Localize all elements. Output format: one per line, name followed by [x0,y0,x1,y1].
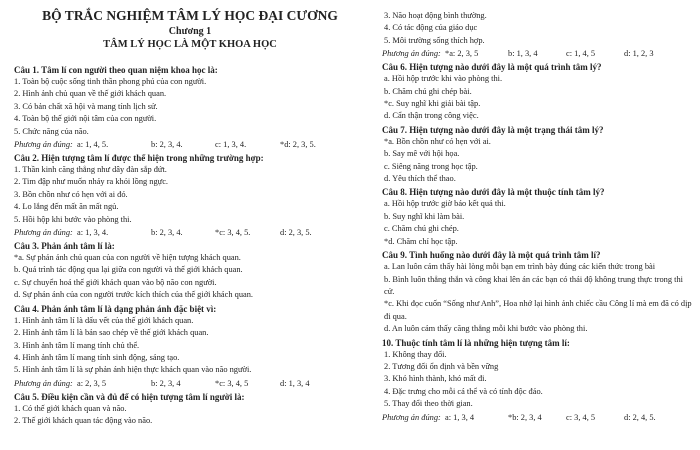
answer-option: 4. Đặc trưng cho mỗi cá thể và có tính độc đáo. [384,386,543,396]
chapter-label: Chương 1 [168,26,212,37]
answer-option: 3. Hình ảnh tâm lí mang tính chủ thể. [14,340,140,350]
question-heading: Câu 9. Tình huống nào dưới đây là một quá trình tâm lí? [382,250,601,261]
answer-option: 4. Có tác động của giáo dục [384,23,478,33]
answer-option: 1. Có thế giới khách quan và não. [14,403,127,413]
question-heading: Câu 4. Phản ánh tâm lí là dạng phản ánh đặc biệt vì: [14,303,217,314]
answer-option: 4. Hình ảnh tâm lí mang tính sinh động, sáng tạo. [14,352,180,362]
answer-choice: d: 1, 3, 4 [280,378,310,388]
answer-choice: c: 1, 4, 5 [566,49,596,59]
answer-choice: d: 2, 4, 5. [624,412,656,422]
answer-option: 5. Thay đổi theo thời gian. [384,399,473,409]
question-heading: Câu 5. Điều kiện cần và đủ để có hiện tượng tâm lí người là: [14,391,245,402]
answer-option: 1. Thần kinh căng thẳng như dây đàn sắp đứt. [14,165,167,175]
question-heading: Câu 2. Hiện tượng tâm lí được thể hiện trong những trường hợp: [14,153,264,164]
answer-choice: c: 3, 4, 5 [566,412,596,422]
answer-option: 2. Tương đối ổn định và bền vững [384,361,499,371]
answer-option: *c. Suy nghĩ khi giải bài tập. [384,99,481,109]
answer-key-label: Phương án đúng: [14,228,73,238]
answer-choice: *c: 3, 4, 5 [215,378,249,388]
answer-choice: c: 1, 3, 4. [215,140,247,150]
answer-option: a. Lan luôn cảm thấy hài lòng mỗi bạn em trình bày đúng các kiến thức trong bài [384,262,656,272]
answer-choice: a: 2, 3, 5 [77,378,107,388]
answer-key-label: Phương án đúng: [382,49,441,59]
answer-key-row [14,226,366,239]
answer-option: 5. Chức năng của não. [14,126,89,136]
answer-option: *c. Khi đọc cuốn “Sống như Anh”, Hoa nhớ lại hình ảnh chiếc cầu Công lí mà em đã có dịp đi qua. [384,299,692,321]
answer-choice: *b: 2, 3, 4 [508,412,542,422]
question-heading: Câu 8. Hiện tượng nào dưới đây là một thuộc tính tâm lý? [382,187,605,198]
question-heading: Câu 7. Hiện tượng nào dưới đây là một trạng thái tâm lý? [382,124,604,135]
left-column [14,0,366,428]
answer-option: 2. Hình ảnh chủ quan về thế giới khách quan. [14,89,167,99]
answer-choice: b: 2, 3, 4. [151,228,183,238]
answer-key-row [14,138,366,151]
answer-option: 5. Hình ảnh tâm lí là sự phản ánh hiện thực khách quan vào não người. [14,365,252,375]
question-heading: Câu 6. Hiện tượng nào dưới đây là một quá trình tâm lý? [382,62,602,73]
answer-option: 1. Toàn bộ cuộc sống tinh thần phong phú của con người. [14,77,207,86]
answer-choice: b: 2, 3, 4. [151,140,183,150]
answer-option: 2. Hình ảnh tâm lí là bản sao chép về thế giới khách quan. [14,328,209,338]
answer-choice: a: 1, 4, 5. [77,140,109,150]
answer-option: d. Yêu thích thể thao. [384,174,456,184]
answer-choice: b: 1, 3, 4 [508,49,538,59]
answer-option: d. Sự phản ánh của con người trước kích thích của thế giới khách quan. [14,290,254,300]
answer-key-row [380,411,692,424]
answer-option: 5. Hồi hộp khi bước vào phòng thi. [14,214,132,224]
answer-option: 3. Có bản chất xã hội và mang tính lịch sử. [14,101,158,111]
answer-option: c. Siêng năng trong học tập. [384,161,478,171]
answer-option: 1. Hình ảnh tâm lí là dấu vết của thế giới khách quan. [14,315,194,325]
answer-choice: *c: 3, 4, 5. [215,228,251,238]
answer-key-row [14,377,366,390]
answer-choice: d: 1, 2, 3 [624,49,654,59]
answer-option: *a. Sự phản ánh chủ quan của con người về hiện tượng khách quan. [14,253,241,263]
answer-key-row [380,47,692,60]
answer-option: *a. Bồn chồn như có hẹn với ai. [384,136,491,146]
answer-choice: a: 1, 3, 4. [77,228,109,238]
answer-option: 2. Thế giới khách quan tác động vào não. [14,416,153,426]
answer-option: 3. Bồn chồn như có hẹn với ai đó. [14,189,128,199]
chapter-subtitle: TÂM LÝ HỌC LÀ MỘT KHOA HỌC [103,39,277,50]
right-column [380,0,692,424]
answer-option: 5. Môi trường sống thích hợp. [384,35,485,45]
question-heading: Câu 3. Phản ánh tâm lí là: [14,241,115,252]
answer-option: b. Bình luôn thẳng thắn và công khai lên án các bạn có thái độ không trung thực trong thi cử. [384,274,683,296]
answer-option: b. Chăm chú ghi chép bài. [384,86,472,96]
answer-choice: *d: 2, 3, 5. [280,140,316,150]
answer-option: 1. Không thay đổi. [384,349,447,359]
answer-option: 4. Toàn bộ thế giới nội tâm của con người. [14,114,157,124]
answer-option: a. Hồi hộp trước giờ báo kết quả thi. [384,199,506,209]
answer-option: 3. Khó hình thành, khó mất đi. [384,374,487,384]
answer-choice: b: 2, 3, 4 [151,378,181,388]
answer-option: b. Say mê với hội họa. [384,149,460,159]
answer-choice: *a: 2, 3, 5 [445,49,479,59]
answer-option: b. Suy nghĩ khi làm bài. [384,211,465,221]
answer-option: d. An luôn cảm thấy căng thẳng mỗi khi bước vào phòng thi. [384,324,588,334]
answer-option: a. Hồi hộp trước khi vào phòng thi. [384,74,503,84]
answer-choice: a: 1, 3, 4 [445,412,475,422]
answer-option: c. Chăm chú ghi chép. [384,224,459,234]
answer-option: c. Sự chuyển hoá thế giới khách quan vào bộ não con người. [14,277,217,287]
answer-choice: d: 2, 3, 5. [280,228,312,238]
answer-option: *d. Chăm chỉ học tập. [384,236,458,246]
answer-option: 2. Tim đập như muốn nhảy ra khỏi lồng ngực. [14,177,169,187]
answer-key-label: Phương án đúng: [382,412,441,422]
answer-option: 3. Não hoạt động bình thường. [384,11,487,20]
document-title: BỘ TRẮC NGHIỆM TÂM LÝ HỌC ĐẠI CƯƠNG [42,8,338,23]
answer-option: d. Cẩn thận trong công việc. [384,111,479,121]
answer-key-label: Phương án đúng: [14,140,73,150]
answer-option: 4. Lo lắng đến mất ăn mất ngủ. [14,202,119,212]
answer-option: b. Quá trình tác động qua lại giữa con người và thế giới khách quan. [14,265,243,275]
question-heading: 10. Thuộc tính tâm lí là những hiện tượng tâm lí: [382,337,570,348]
question-heading: Câu 1. Tâm lí con người theo quan niệm khoa học là: [14,65,218,75]
answer-key-label: Phương án đúng: [14,378,73,388]
